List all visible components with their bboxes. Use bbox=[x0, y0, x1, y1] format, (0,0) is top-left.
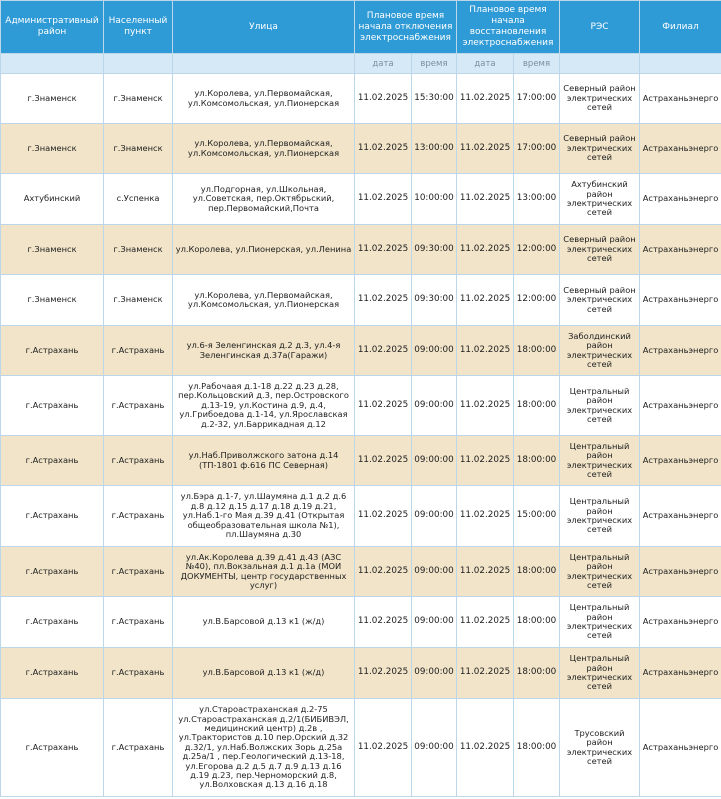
subheader-on-time: время bbox=[514, 54, 560, 74]
cell-off-date: 11.02.2025 bbox=[355, 648, 412, 699]
cell-off-time: 09:00:00 bbox=[412, 547, 457, 597]
cell-off-date: 11.02.2025 bbox=[355, 436, 412, 486]
cell-settlement: г.Знаменск bbox=[104, 74, 173, 124]
subheader-empty bbox=[104, 54, 173, 74]
subheader-empty bbox=[640, 54, 721, 74]
cell-off-date: 11.02.2025 bbox=[355, 74, 412, 124]
col-header-res: РЭС bbox=[560, 1, 640, 54]
cell-settlement: г.Знаменск bbox=[104, 225, 173, 275]
col-header-off-time: Плановое время начала отключения электроснабжения bbox=[355, 1, 457, 54]
cell-off-time: 09:00:00 bbox=[412, 376, 457, 436]
col-header-restore-time: Плановое время начала восстановления электроснабжения bbox=[457, 1, 560, 54]
cell-branch: Астраханьэнерго bbox=[640, 436, 721, 486]
cell-off-time: 09:00:00 bbox=[412, 486, 457, 547]
cell-on-time: 13:00:00 bbox=[514, 174, 560, 225]
subheader-empty bbox=[560, 54, 640, 74]
cell-branch: Астраханьэнерго bbox=[640, 124, 721, 174]
cell-district: г.Знаменск bbox=[1, 124, 104, 174]
cell-res: Заболдинский район электрических сетей bbox=[560, 326, 640, 376]
cell-district: г.Астрахань bbox=[1, 597, 104, 648]
cell-off-date: 11.02.2025 bbox=[355, 326, 412, 376]
table-row bbox=[1, 547, 721, 597]
table-row bbox=[1, 699, 721, 797]
cell-on-time: 18:00:00 bbox=[514, 699, 560, 797]
cell-district: г.Астрахань bbox=[1, 376, 104, 436]
cell-settlement: г.Астрахань bbox=[104, 648, 173, 699]
cell-on-time: 17:00:00 bbox=[514, 74, 560, 124]
cell-off-time: 09:00:00 bbox=[412, 326, 457, 376]
cell-settlement: г.Астрахань bbox=[104, 547, 173, 597]
cell-on-date: 11.02.2025 bbox=[457, 326, 514, 376]
cell-street: ул.Ак.Королева д.39 д.41 д.43 (АЗС №40), пл.Вокзальная д.1 д.1а (МОИ ДОКУМЕНТЫ, центр государственных услуг) bbox=[173, 547, 355, 597]
cell-on-time: 17:00:00 bbox=[514, 124, 560, 174]
cell-off-date: 11.02.2025 bbox=[355, 174, 412, 225]
cell-res: Северный район электрических сетей bbox=[560, 74, 640, 124]
table-row bbox=[1, 376, 721, 436]
table-row bbox=[1, 174, 721, 225]
cell-branch: Астраханьэнерго bbox=[640, 275, 721, 326]
cell-off-date: 11.02.2025 bbox=[355, 124, 412, 174]
table-row bbox=[1, 486, 721, 547]
cell-settlement: г.Астрахань bbox=[104, 326, 173, 376]
cell-res: Трусовский район электрических сетей bbox=[560, 699, 640, 797]
cell-res: Центральный район электрических сетей bbox=[560, 547, 640, 597]
cell-on-date: 11.02.2025 bbox=[457, 597, 514, 648]
cell-street: ул.В.Барсовой д.13 к1 (ж/д) bbox=[173, 648, 355, 699]
cell-street: ул.Подгорная, ул.Школьная, ул.Советская, пер.Октябрьский, пер.Первомайский,Почта bbox=[173, 174, 355, 225]
cell-district: г.Астрахань bbox=[1, 326, 104, 376]
cell-street: ул.В.Барсовой д.13 к1 (ж/д) bbox=[173, 597, 355, 648]
cell-off-date: 11.02.2025 bbox=[355, 376, 412, 436]
cell-settlement: г.Астрахань bbox=[104, 699, 173, 797]
cell-on-date: 11.02.2025 bbox=[457, 124, 514, 174]
cell-branch: Астраханьэнерго bbox=[640, 376, 721, 436]
cell-district: г.Знаменск bbox=[1, 275, 104, 326]
cell-on-date: 11.02.2025 bbox=[457, 74, 514, 124]
cell-off-time: 09:00:00 bbox=[412, 648, 457, 699]
cell-off-date: 11.02.2025 bbox=[355, 225, 412, 275]
cell-off-time: 09:00:00 bbox=[412, 699, 457, 797]
cell-settlement: г.Знаменск bbox=[104, 124, 173, 174]
cell-on-date: 11.02.2025 bbox=[457, 547, 514, 597]
cell-branch: Астраханьэнерго bbox=[640, 174, 721, 225]
cell-branch: Астраханьэнерго bbox=[640, 547, 721, 597]
cell-off-time: 09:30:00 bbox=[412, 275, 457, 326]
cell-on-date: 11.02.2025 bbox=[457, 699, 514, 797]
cell-on-time: 18:00:00 bbox=[514, 547, 560, 597]
cell-district: г.Астрахань bbox=[1, 648, 104, 699]
cell-off-time: 15:30:00 bbox=[412, 74, 457, 124]
col-header-district: Административный район bbox=[1, 1, 104, 54]
subheader-on-date: дата bbox=[457, 54, 514, 74]
table-row bbox=[1, 597, 721, 648]
cell-street: ул.Королева, ул.Пионерская, ул.Ленина bbox=[173, 225, 355, 275]
cell-district: г.Астрахань bbox=[1, 699, 104, 797]
cell-res: Центральный район электрических сетей bbox=[560, 376, 640, 436]
table-row bbox=[1, 225, 721, 275]
cell-on-time: 18:00:00 bbox=[514, 326, 560, 376]
cell-on-time: 15:00:00 bbox=[514, 486, 560, 547]
table-row bbox=[1, 74, 721, 124]
cell-res: Ахтубинский район электрических сетей bbox=[560, 174, 640, 225]
subheader-off-time: время bbox=[412, 54, 457, 74]
cell-branch: Астраханьэнерго bbox=[640, 326, 721, 376]
cell-off-time: 09:00:00 bbox=[412, 436, 457, 486]
cell-res: Центральный район электрических сетей bbox=[560, 486, 640, 547]
table-row bbox=[1, 326, 721, 376]
cell-settlement: г.Знаменск bbox=[104, 275, 173, 326]
cell-off-date: 11.02.2025 bbox=[355, 486, 412, 547]
cell-on-time: 12:00:00 bbox=[514, 275, 560, 326]
cell-res: Северный район электрических сетей bbox=[560, 225, 640, 275]
cell-branch: Астраханьэнерго bbox=[640, 225, 721, 275]
cell-on-date: 11.02.2025 bbox=[457, 275, 514, 326]
cell-street: ул.6-я Зеленгинская д.2 д.3, ул.4-я Зеленгинская д.37а(Гаражи) bbox=[173, 326, 355, 376]
cell-on-date: 11.02.2025 bbox=[457, 174, 514, 225]
cell-res: Центральный район электрических сетей bbox=[560, 436, 640, 486]
cell-street: ул.Королева, ул.Первомайская, ул.Комсомольская, ул.Пионерская bbox=[173, 275, 355, 326]
subheader-off-date: дата bbox=[355, 54, 412, 74]
cell-res: Центральный район электрических сетей bbox=[560, 648, 640, 699]
cell-off-date: 11.02.2025 bbox=[355, 597, 412, 648]
cell-branch: Астраханьэнерго bbox=[640, 74, 721, 124]
cell-district: г.Астрахань bbox=[1, 486, 104, 547]
cell-on-date: 11.02.2025 bbox=[457, 376, 514, 436]
cell-settlement: г.Астрахань bbox=[104, 486, 173, 547]
subheader-empty bbox=[173, 54, 355, 74]
cell-settlement: с.Успенка bbox=[104, 174, 173, 225]
cell-district: Ахтубинский bbox=[1, 174, 104, 225]
cell-branch: Астраханьэнерго bbox=[640, 699, 721, 797]
cell-street: ул.Староастраханская д.2-75 ул.Староастраханская д.2/1(БИБИВЭЛ, медицинский центр) д.2в , ул.Трактористов д.10 пер.Орский д.32 д.32/1, ул.Наб.Волжских Зорь д.25а д.25а/1 , пер.Геологический д.13-18, ул.Егорова д.2 д.5 д.7 д.9 д.13 д.16 д.19 д.23, пер.Черноморский д.8, ул.Волховская д.13 д.16 д.18 bbox=[173, 699, 355, 797]
cell-on-date: 11.02.2025 bbox=[457, 648, 514, 699]
cell-street: ул.Рабочаая д.1-18 д.22 д.23 д.28, пер.Кольцовский д.3, пер.Островского д.13-19, ул.Костина д.9, д.4, ул.Грибоедова д.1-14, ул.Ярославская д.2-32, ул.Баррикадная д.12 bbox=[173, 376, 355, 436]
cell-on-time: 12:00:00 bbox=[514, 225, 560, 275]
cell-res: Центральный район электрических сетей bbox=[560, 597, 640, 648]
cell-off-time: 09:00:00 bbox=[412, 597, 457, 648]
table-row bbox=[1, 436, 721, 486]
col-header-settlement: Населенный пункт bbox=[104, 1, 173, 54]
cell-off-date: 11.02.2025 bbox=[355, 275, 412, 326]
table-row bbox=[1, 275, 721, 326]
cell-district: г.Астрахань bbox=[1, 547, 104, 597]
cell-branch: Астраханьэнерго bbox=[640, 648, 721, 699]
cell-on-date: 11.02.2025 bbox=[457, 486, 514, 547]
cell-on-time: 18:00:00 bbox=[514, 597, 560, 648]
cell-street: ул.Бэра д.1-7, ул.Шаумяна д.1 д.2 д.6 д.8 д.12 д.15 д.17 д.18 д.19 д.21, ул.Наб.1-го Мая д.39 д.41 (Открытая общеобразовательная школа №1), пл.Шаумяна д.30 bbox=[173, 486, 355, 547]
cell-settlement: г.Астрахань bbox=[104, 436, 173, 486]
cell-off-time: 10:00:00 bbox=[412, 174, 457, 225]
table-row bbox=[1, 124, 721, 174]
cell-off-time: 09:30:00 bbox=[412, 225, 457, 275]
cell-street: ул.Королева, ул.Первомайская, ул.Комсомольская, ул.Пионерская bbox=[173, 124, 355, 174]
cell-res: Северный район электрических сетей bbox=[560, 275, 640, 326]
col-header-branch: Филиал bbox=[640, 1, 721, 54]
subheader-empty bbox=[1, 54, 104, 74]
cell-on-time: 18:00:00 bbox=[514, 376, 560, 436]
cell-off-date: 11.02.2025 bbox=[355, 547, 412, 597]
cell-on-time: 18:00:00 bbox=[514, 436, 560, 486]
cell-district: г.Знаменск bbox=[1, 225, 104, 275]
cell-branch: Астраханьэнерго bbox=[640, 486, 721, 547]
cell-street: ул.Королева, ул.Первомайская, ул.Комсомольская, ул.Пионерская bbox=[173, 74, 355, 124]
cell-settlement: г.Астрахань bbox=[104, 376, 173, 436]
cell-branch: Астраханьэнерго bbox=[640, 597, 721, 648]
cell-on-date: 11.02.2025 bbox=[457, 225, 514, 275]
col-header-street: Улица bbox=[173, 1, 355, 54]
cell-district: г.Знаменск bbox=[1, 74, 104, 124]
cell-street: ул.Наб.Приволжского затона д.14 (ТП-1801 ф.616 ПС Северная) bbox=[173, 436, 355, 486]
cell-off-time: 13:00:00 bbox=[412, 124, 457, 174]
table-row bbox=[1, 648, 721, 699]
cell-district: г.Астрахань bbox=[1, 436, 104, 486]
cell-on-time: 18:00:00 bbox=[514, 648, 560, 699]
cell-off-date: 11.02.2025 bbox=[355, 699, 412, 797]
cell-res: Северный район электрических сетей bbox=[560, 124, 640, 174]
cell-on-date: 11.02.2025 bbox=[457, 436, 514, 486]
cell-settlement: г.Астрахань bbox=[104, 597, 173, 648]
